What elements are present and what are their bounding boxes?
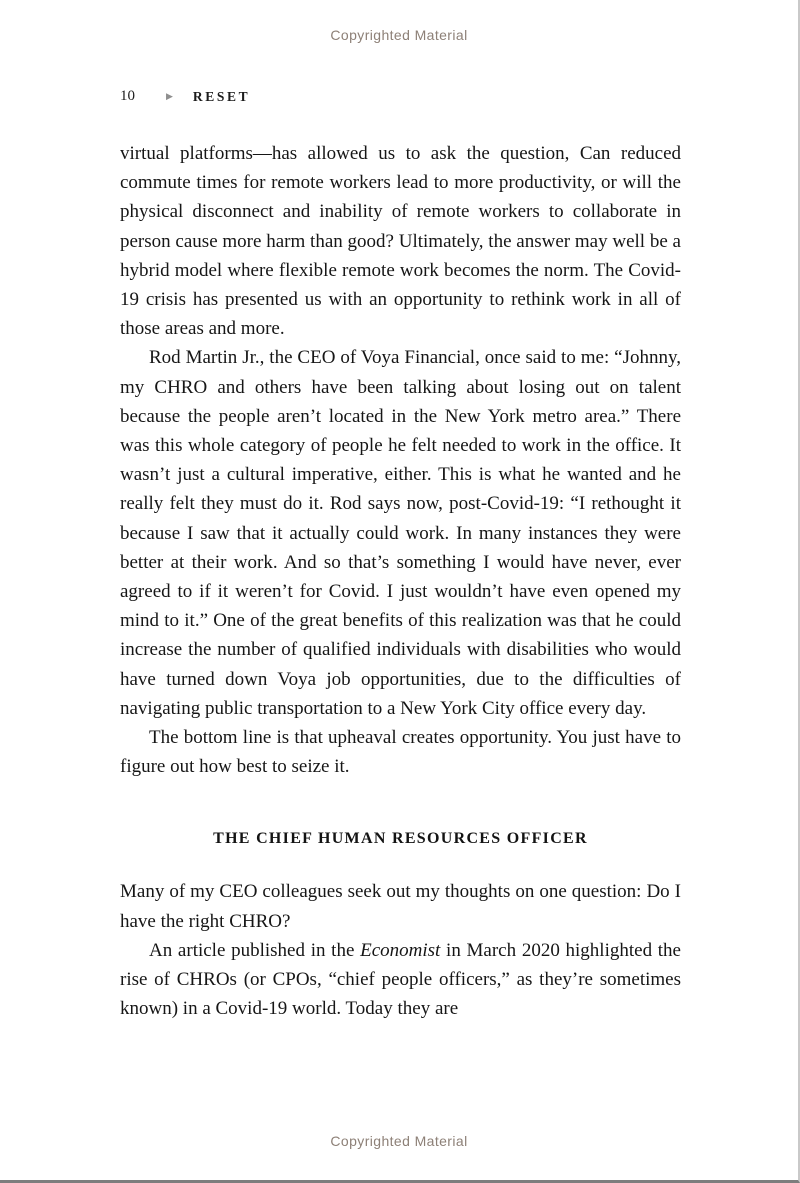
paragraph: Rod Martin Jr., the CEO of Voya Financial, once said to me: “Johnny, my CHRO and others have been talking about losing out on talent because the people aren’t located in the New York metro area.” There was this whole category of people he felt needed to work in the office. It wasn’t just a cultural imperative, either. This is what he wanted and he really felt they must do it. Rod says now, post-Covid-19: “I rethought it because I saw that it actually could work. In many instances they were better at their work. And so that’s something I would have never, ever agreed to if it weren’t for Covid. I just wouldn’t have even opened my mind to it.” One of the great benefits of this realization was that he could increase the number of qualified individuals with disabilities who would have turned down Voya job opportunities, due to the difficulties of navigating public transportation to a New York City office every day.	[120, 347, 681, 719]
copyright-notice-bottom: Copyrighted Material	[330, 1133, 468, 1149]
running-head-title: RESET	[192, 88, 251, 104]
body-text-block	[120, 139, 681, 1023]
page-number: 10	[120, 88, 135, 104]
section-heading: THE CHIEF HUMAN RESOURCES OFFICER	[213, 830, 588, 848]
paragraph: An article published in the Economist in March 2020 highlighted the rise of CHROs (or CPOs, “chief people officers,” as they’re sometimes known) in a Covid-19 world. Today they are	[120, 939, 681, 1020]
arrow-icon: ▶	[166, 91, 173, 101]
copyright-notice-top: Copyrighted Material	[330, 27, 468, 43]
paragraph: virtual platforms—has allowed us to ask the question, Can reduced commute times for remote workers lead to more productivity, or will the physical disconnect and inability of remote workers to collaborate in person cause more harm than good? Ultimately, the answer may well be a hybrid model where flexible remote work becomes the norm. The Covid-19 crisis has presented us with an opportunity to rethink work in all of those areas and more.	[120, 143, 681, 340]
paragraph: The bottom line is that upheaval creates opportunity. You just have to figure out how best to seize it.	[120, 727, 681, 778]
paragraph: Many of my CEO colleagues seek out my thoughts on one question: Do I have the right CHRO?	[120, 881, 681, 932]
running-header	[120, 88, 681, 105]
